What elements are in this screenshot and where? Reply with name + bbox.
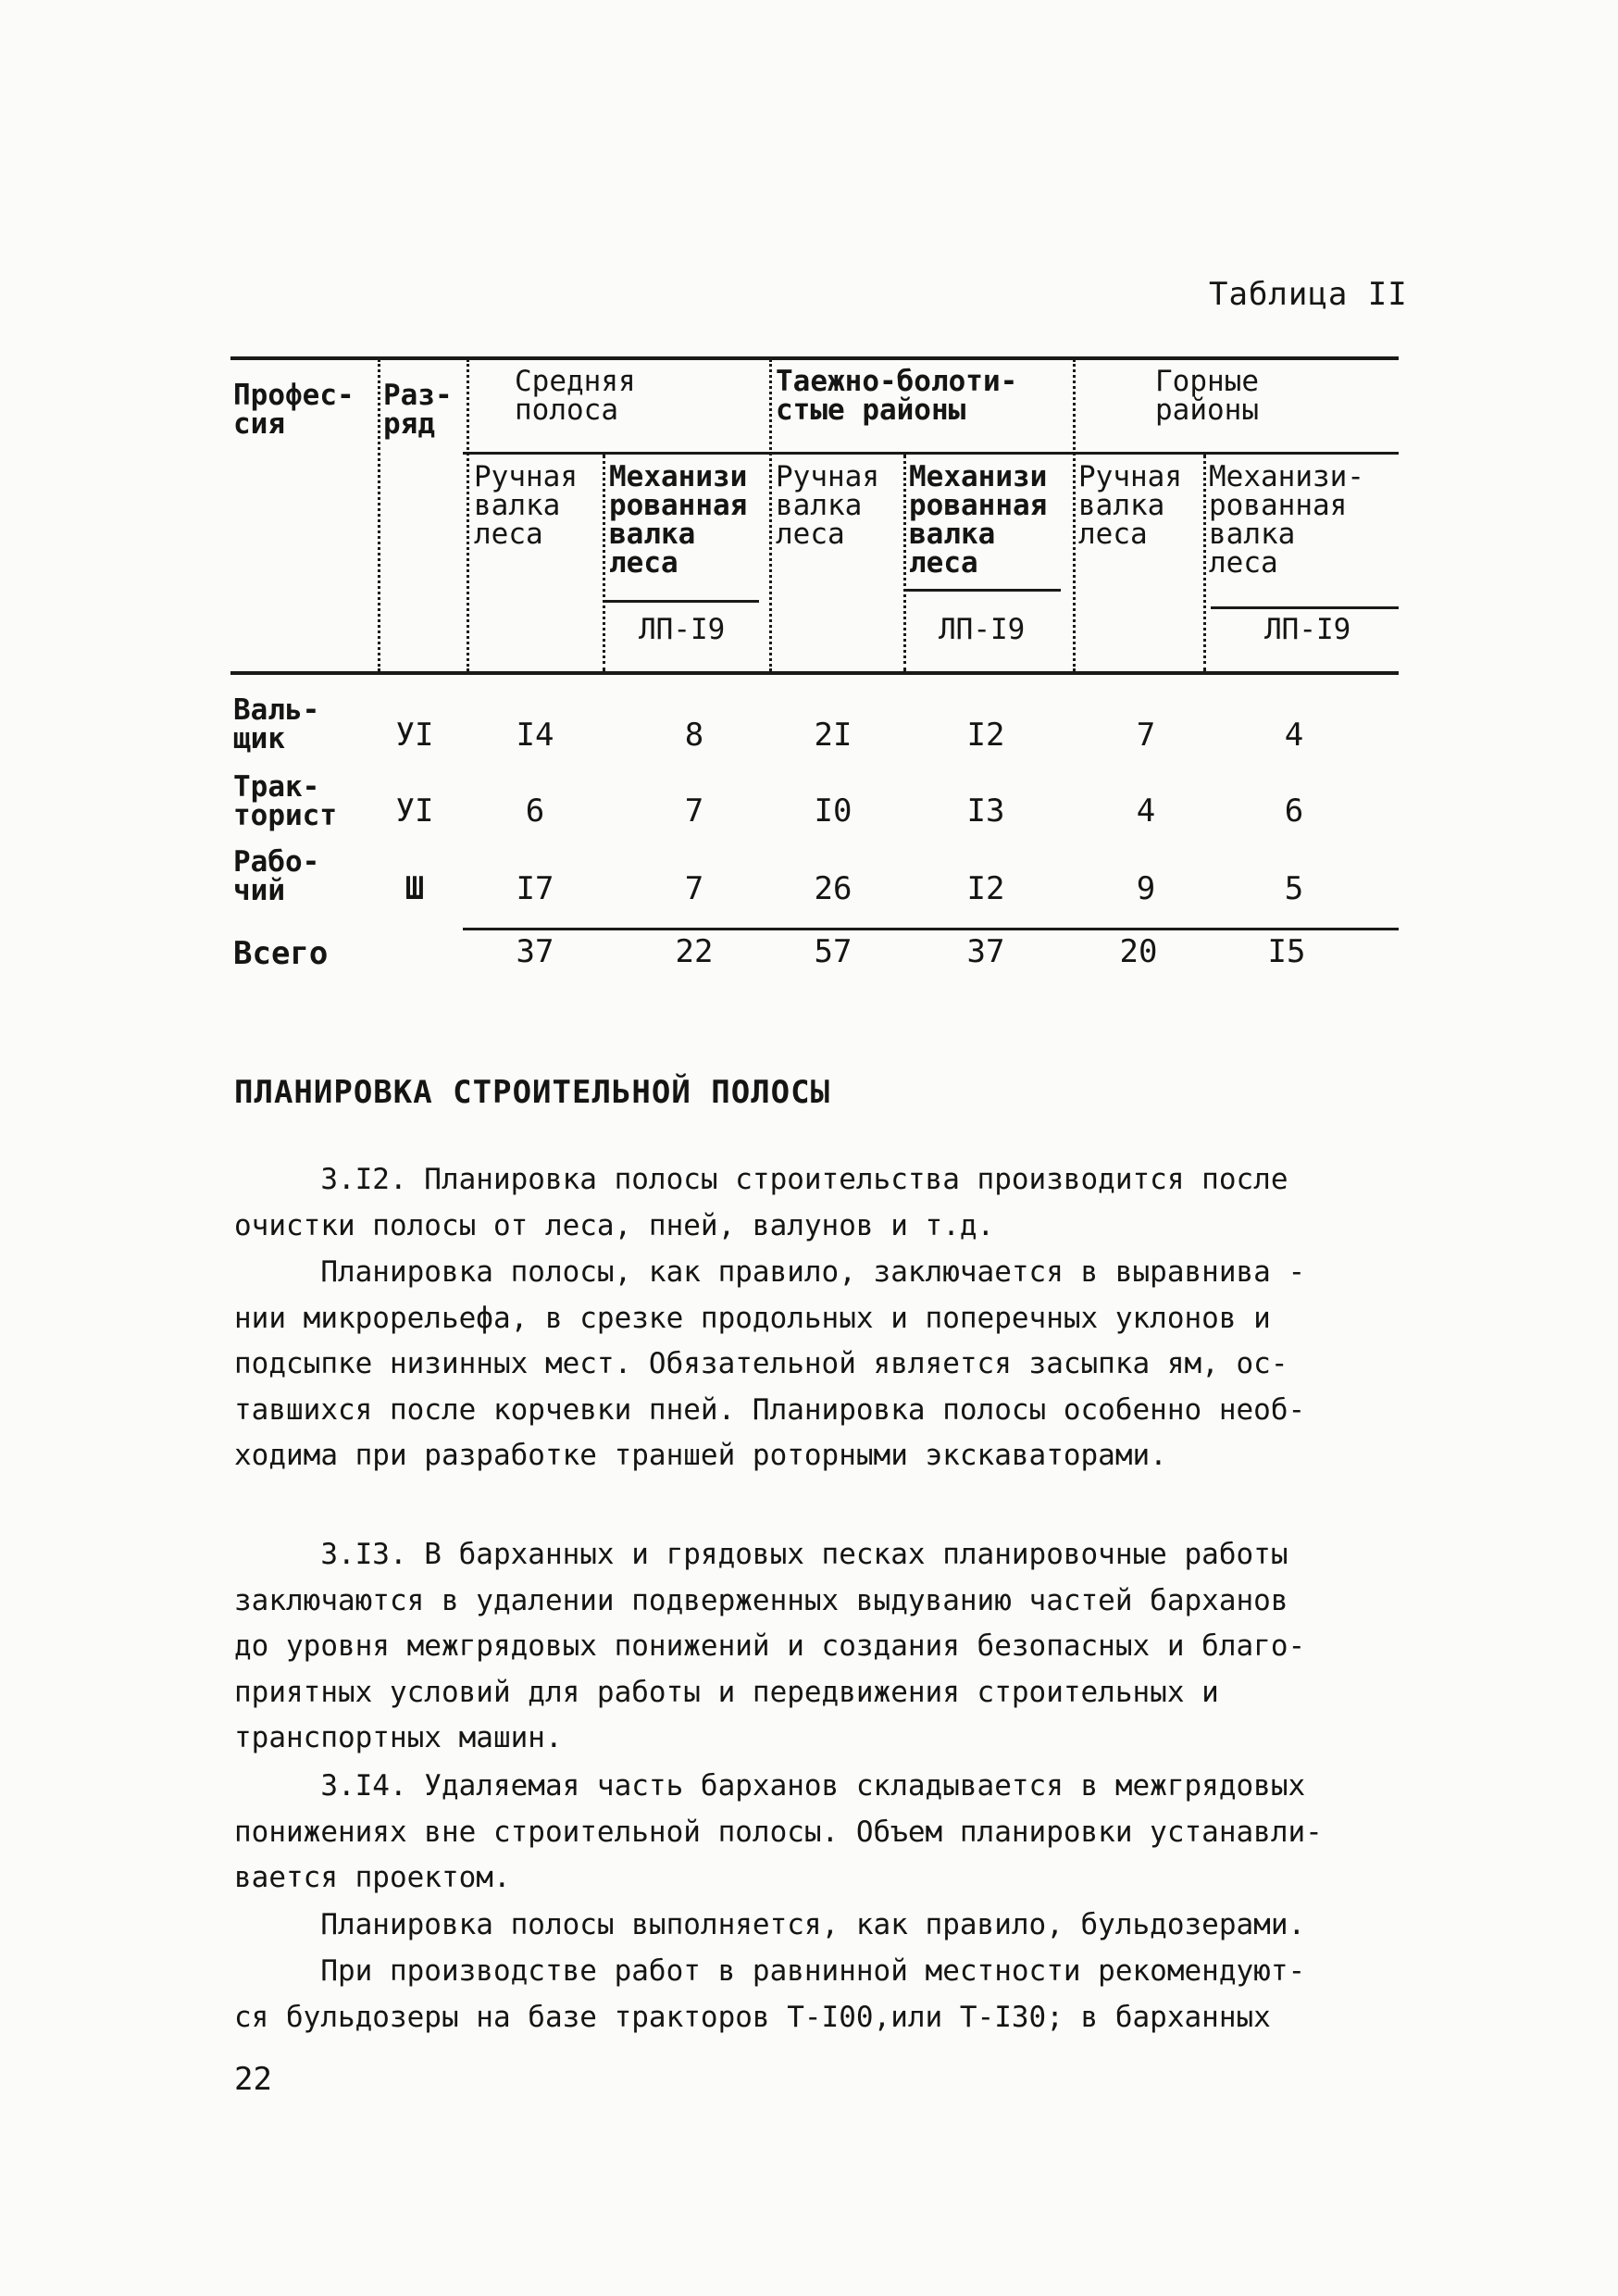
total-cell: I5	[1267, 933, 1306, 970]
subheader-rule-3	[1211, 606, 1399, 609]
separator	[1203, 455, 1206, 671]
table-caption: Таблица II	[1209, 276, 1408, 313]
paragraph: 3.I2. Планировка полосы строительства производится после очистки полосы от леса, пней, валунов и т.д.	[234, 1163, 1288, 1242]
separator	[378, 359, 380, 671]
separator	[769, 359, 772, 671]
table-cell: 7	[684, 870, 704, 907]
cell-grade: Ш	[404, 870, 425, 907]
table-cell: I4	[516, 717, 554, 754]
separator	[603, 455, 605, 671]
header-manual-1: Ручная валка леса	[474, 460, 578, 551]
table-cell: 7	[684, 792, 704, 830]
table-cell: 5	[1284, 870, 1304, 907]
header-mech-1: Механизи рованная валка леса	[609, 460, 748, 580]
table-cell: I2	[966, 717, 1005, 754]
separator	[903, 455, 906, 671]
header-region-taiga: Таежно-болоти- стые районы	[776, 365, 1018, 427]
table-top-rule	[230, 356, 1399, 360]
header-region-central: Средняя полоса	[515, 365, 636, 427]
paragraph: 3.I4. Удаляемая часть барханов складывается в межгрядовых понижениях вне строительной полосы. Объем планировки устанавли- вается проектом.	[234, 1769, 1323, 1894]
paragraph: Планировка полосы, как правило, заключается в выравнива - нии микрорельефа, в срезке продольных и поперечных уклонов и подсыпке низинных мест. Обязательной является засыпка ям, ос- тавшихся после корчевки пней. Планировка полосы особенно необ- ходима при разработке траншей роторными экскаваторами.	[234, 1255, 1306, 1472]
table-cell: 6	[1284, 792, 1304, 830]
subheader-rule-2	[905, 589, 1061, 592]
table-cell: 2I	[814, 717, 853, 754]
table-cell: 4	[1284, 717, 1304, 754]
total-cell: 37	[516, 933, 554, 970]
table-cell: 9	[1136, 870, 1156, 907]
header-mech-3: Механизи- рованная валка леса	[1209, 460, 1364, 580]
header-machine-1: ЛП-I9	[639, 613, 726, 646]
table-cell: 7	[1136, 717, 1156, 754]
table-cell: 4	[1136, 792, 1156, 830]
paragraph: При производстве работ в равнинной местности рекомендуют- ся бульдозеры на базе тракторов Т-I00,или Т-I30; в барханных	[234, 1954, 1306, 2034]
total-label: Всего	[233, 935, 329, 972]
header-grade: Раз- ряд	[383, 379, 453, 441]
table-cell: I3	[966, 792, 1005, 830]
header-mech-2: Механизи рованная валка леса	[909, 460, 1048, 580]
total-rule	[463, 928, 1399, 930]
separator	[467, 359, 469, 671]
subheader-rule-1	[604, 600, 759, 603]
cell-grade: УI	[395, 792, 434, 830]
table-cell: I0	[814, 792, 853, 830]
paragraph: 3.I3. В барханных и грядовых песках планировочные работы заключаются в удалении подверженных выдуванию частей барханов до уровня межгрядовых понижений и создания безопасных и благо- приятных условий для работы и передвижения строительных и транспортных машин.	[234, 1538, 1306, 1754]
table-cell: I7	[516, 870, 554, 907]
header-region-mountain: Горные районы	[1155, 365, 1259, 427]
table-cell: I2	[966, 870, 1005, 907]
separator	[1073, 359, 1076, 671]
header-bottom-rule	[230, 671, 1399, 675]
table-cell: 26	[814, 870, 853, 907]
table-cell: 8	[684, 717, 704, 754]
paragraph: Планировка полосы выполняется, как правило, бульдозерами.	[234, 1908, 1306, 1941]
total-cell: 20	[1119, 933, 1158, 970]
cell-grade: УI	[395, 717, 434, 754]
header-machine-3: ЛП-I9	[1264, 613, 1351, 646]
header-manual-3: Ручная валка леса	[1078, 460, 1182, 551]
section-title: ПЛАНИРОВКА СТРОИТЕЛЬНОЙ ПОЛОСЫ	[234, 1074, 831, 1111]
row-label-profession: Валь- щик	[233, 693, 320, 755]
total-cell: 57	[814, 933, 853, 970]
header-machine-2: ЛП-I9	[939, 613, 1026, 646]
header-profession: Профес- сия	[233, 379, 355, 441]
header-manual-2: Ручная валка леса	[776, 460, 879, 551]
total-cell: 22	[675, 933, 714, 970]
total-cell: 37	[966, 933, 1005, 970]
row-label-profession: Трак- торист	[233, 770, 337, 832]
table-cell: 6	[525, 792, 545, 830]
row-label-profession: Рабо- чий	[233, 845, 320, 907]
page-number: 22	[234, 2061, 272, 2098]
